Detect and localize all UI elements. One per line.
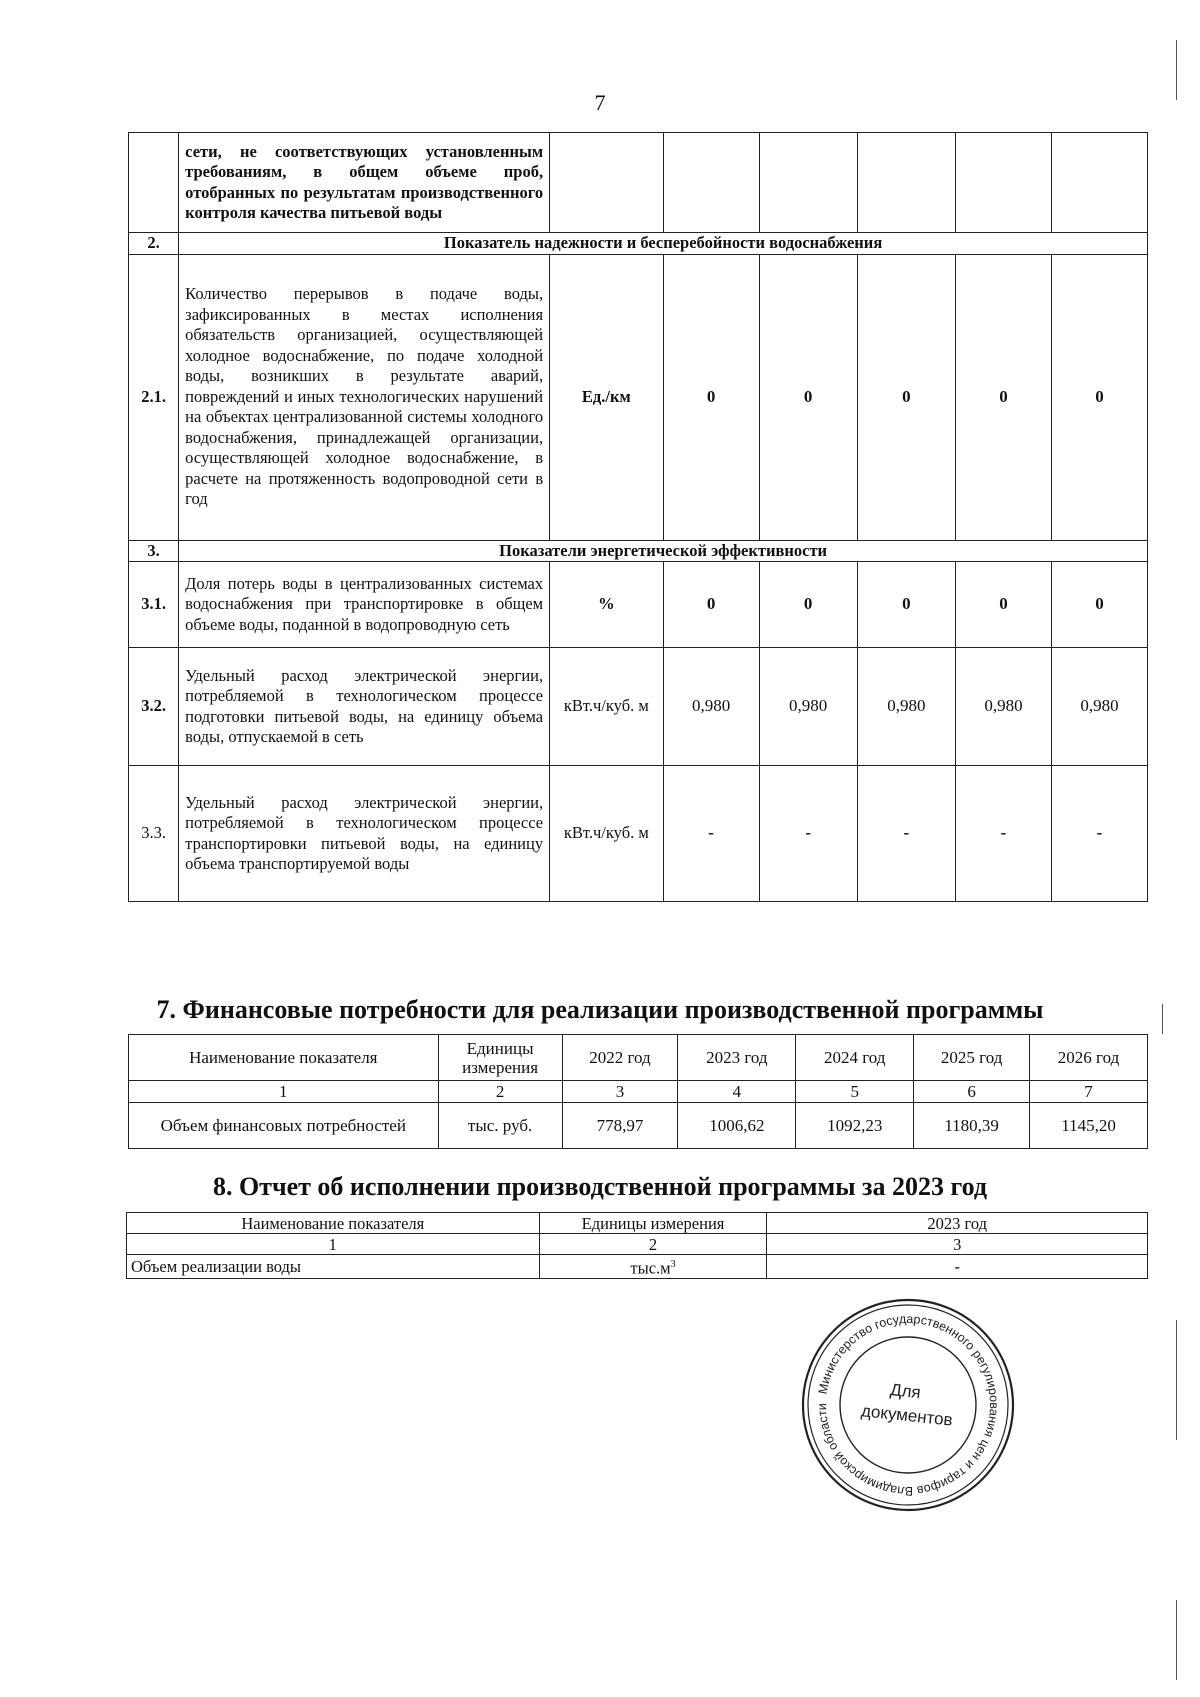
- row-number: 3.1.: [129, 562, 179, 648]
- row-name: Объем реализации воды: [127, 1255, 540, 1279]
- header-row: [127, 1213, 1148, 1234]
- value-cell: 0,980: [663, 648, 759, 766]
- stamp-center-line1: Для: [889, 1380, 922, 1403]
- value-cell: 0,980: [759, 648, 857, 766]
- scan-mark: [1162, 1004, 1163, 1034]
- row-name: Объем финансовых потребностей: [129, 1103, 439, 1149]
- column-header: Единицы измерения: [539, 1213, 767, 1234]
- section-title: Показатель надежности и бесперебойности водоснабжения: [179, 233, 1148, 255]
- value-cell: 0: [857, 254, 955, 540]
- execution-report-table: [126, 1212, 1148, 1279]
- stamp-center-line2: документов: [860, 1401, 954, 1430]
- section-number: 3.: [129, 540, 179, 562]
- column-number-row: [129, 1081, 1148, 1103]
- section-row: [129, 233, 1148, 255]
- column-number: 3: [562, 1081, 678, 1103]
- row-description: Удельный расход электрической энергии, потребляемой в технологическом процессе подготовки питьевой воды, на единицу объема воды, отпускаемой в сеть: [179, 648, 550, 766]
- row-number: 3.2.: [129, 648, 179, 766]
- value-cell: 1092,23: [796, 1103, 914, 1149]
- scan-mark: [1176, 40, 1177, 100]
- table-row: [129, 254, 1148, 540]
- row-number: 3.3.: [129, 766, 179, 902]
- value-cell: 0,980: [1051, 648, 1147, 766]
- financial-needs-table: [128, 1034, 1148, 1149]
- section-7-heading: 7. Финансовые потребности для реализации производственной программы: [156, 995, 1044, 1024]
- value-cell: 0: [857, 562, 955, 648]
- value-cell: 1180,39: [914, 1103, 1030, 1149]
- column-header: Единицы измерения: [438, 1035, 562, 1081]
- column-header: 2026 год: [1030, 1035, 1148, 1081]
- stamp-ring-text: Министерство государственного регулирования цен и тарифов Владимирской области: [814, 1311, 1002, 1499]
- value-cell: -: [663, 766, 759, 902]
- value-cell: 0: [759, 254, 857, 540]
- row-unit: Ед./км: [550, 254, 663, 540]
- value-cell: -: [857, 766, 955, 902]
- column-number-row: [127, 1234, 1148, 1255]
- value-cell: -: [1051, 766, 1147, 902]
- row-unit: [539, 1255, 767, 1279]
- column-header: Наименование показателя: [129, 1035, 439, 1081]
- column-header: 2023 год: [767, 1213, 1148, 1234]
- value-cell: 0,980: [955, 648, 1051, 766]
- value-cell: 0: [955, 562, 1051, 648]
- value-cell: -: [759, 766, 857, 902]
- column-number: 3: [767, 1234, 1148, 1255]
- column-number: 2: [539, 1234, 767, 1255]
- row-description: Удельный расход электрической энергии, потребляемой в технологическом процессе транспортировки питьевой воды, на единицу объема транспортируемой воды: [179, 766, 550, 902]
- value-cell: 0: [663, 254, 759, 540]
- column-header: 2022 год: [562, 1035, 678, 1081]
- value-cell: -: [767, 1255, 1148, 1279]
- column-number: 2: [438, 1081, 562, 1103]
- scan-mark: [1176, 1320, 1177, 1440]
- row-unit: тыс. руб.: [438, 1103, 562, 1149]
- row-unit: кВт.ч/куб. м: [550, 648, 663, 766]
- official-stamp: [800, 1297, 1016, 1513]
- column-number: 4: [678, 1081, 796, 1103]
- column-header: 2023 год: [678, 1035, 796, 1081]
- header-row: [129, 1035, 1148, 1081]
- column-number: 7: [1030, 1081, 1148, 1103]
- column-number: 6: [914, 1081, 1030, 1103]
- table-row: [129, 766, 1148, 902]
- column-header: Наименование показателя: [127, 1213, 540, 1234]
- row-description: Количество перерывов в подаче воды, зафиксированных в местах исполнения обязательств организацией, осуществляющей холодное водоснабжение, по подаче холодной воды, возникших в результате аварий, повреждений и иных технологических нарушений на объектах централизованной системы холодного водоснабжения, принадлежащей организации, осуществляющей холодное водоснабжение, в расчете на протяженность водопроводной сети в год: [179, 254, 550, 540]
- column-header: 2025 год: [914, 1035, 1030, 1081]
- unit-superscript: 3: [670, 1259, 676, 1270]
- unit-text: тыс.м: [630, 1258, 671, 1278]
- section-title: Показатели энергетической эффективности: [179, 540, 1148, 562]
- quality-indicators-table: [128, 132, 1148, 902]
- value-cell: 0: [1051, 254, 1147, 540]
- value-cell: 1006,62: [678, 1103, 796, 1149]
- value-cell: 1145,20: [1030, 1103, 1148, 1149]
- row-unit: кВт.ч/куб. м: [550, 766, 663, 902]
- value-cell: 0: [663, 562, 759, 648]
- value-cell: 778,97: [562, 1103, 678, 1149]
- section-number: 2.: [129, 233, 179, 255]
- section-8-heading: 8. Отчет об исполнении производственной программы за 2023 год: [212, 1172, 988, 1201]
- section-row: [129, 540, 1148, 562]
- value-cell: 0,980: [857, 648, 955, 766]
- row-unit: %: [550, 562, 663, 648]
- table-row: [129, 133, 1148, 233]
- row-description: Доля потерь воды в централизованных системах водоснабжения при транспортировке в общем объеме воды, поданной в водопроводную сеть: [179, 562, 550, 648]
- value-cell: 0: [759, 562, 857, 648]
- table-row: [129, 648, 1148, 766]
- table-row: [129, 1103, 1148, 1149]
- column-header: 2024 год: [796, 1035, 914, 1081]
- column-number: 1: [127, 1234, 540, 1255]
- value-cell: 0: [1051, 562, 1147, 648]
- scan-mark: [1176, 1600, 1177, 1680]
- column-number: 5: [796, 1081, 914, 1103]
- value-cell: 0: [955, 254, 1051, 540]
- table-row: [127, 1255, 1148, 1279]
- row-continued-text: сети, не соответствующих установленным требованиям, в общем объеме проб, отобранных по результатам производственного контроля качества питьевой воды: [179, 133, 550, 233]
- row-number: 2.1.: [129, 254, 179, 540]
- value-cell: -: [955, 766, 1051, 902]
- table-row: [129, 562, 1148, 648]
- page-number: 7: [594, 90, 606, 115]
- column-number: 1: [129, 1081, 439, 1103]
